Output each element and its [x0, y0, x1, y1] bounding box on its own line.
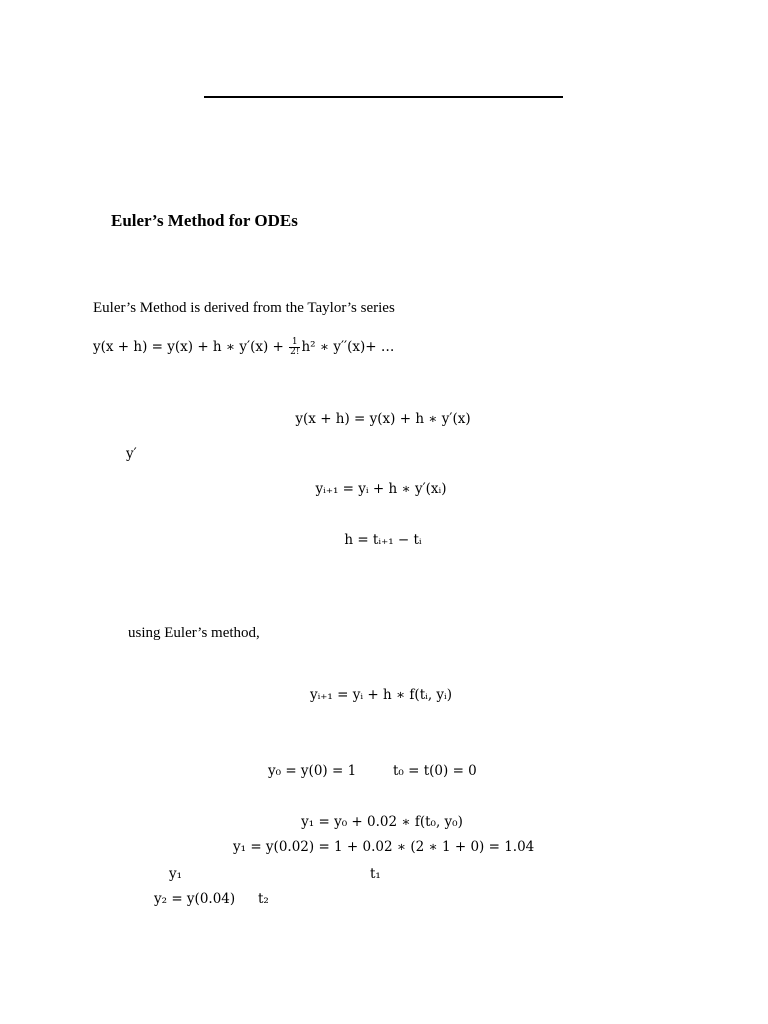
- iteration-formula: yᵢ₊₁ = yᵢ + h ∗ y′(xᵢ): [315, 481, 447, 497]
- using-euler-text: using Euler’s method,: [128, 625, 260, 641]
- euler-formula: yᵢ₊₁ = yᵢ + h ∗ f(tᵢ, yᵢ): [309, 687, 453, 703]
- intro-paragraph: Euler’s Method is derived from the Taylor’s series: [93, 300, 395, 316]
- y-prime-label: y′: [126, 446, 137, 462]
- header-rule: [204, 96, 563, 98]
- step-size-equation: h = tᵢ₊₁ − tᵢ: [344, 532, 422, 548]
- one-half-factorial-fraction: [289, 338, 300, 357]
- taylor-series-rest: h² ∗ y′′(x)+ …: [301, 339, 395, 355]
- t1-label: t₁: [370, 866, 381, 882]
- step1-value: y₁ = y(0.02) = 1 + 0.02 ∗ (2 ∗ 1 + 0) = 1.04: [233, 839, 535, 855]
- y2-expression: y₂ = y(0.04): [154, 891, 236, 907]
- fraction-denominator: 2!: [290, 347, 300, 357]
- t2-label: t₂: [258, 891, 269, 907]
- taylor-series-equation: [93, 338, 394, 357]
- initial-t-condition: t₀ = t(0) = 0: [393, 763, 477, 779]
- fraction-numerator: 1: [289, 338, 300, 348]
- truncated-series-equation: y(x + h) = y(x) + h ∗ y′(x): [295, 411, 471, 427]
- initial-y-condition: y₀ = y(0) = 1: [268, 763, 357, 779]
- step1-formula: y₁ = y₀ + 0.02 ∗ f(t₀, y₀): [301, 814, 463, 830]
- y1-label: y₁: [169, 866, 183, 882]
- section-heading: Euler’s Method for ODEs: [111, 211, 298, 230]
- taylor-series-lhs: y(x + h) = y(x) + h ∗ y′(x) +: [93, 339, 289, 355]
